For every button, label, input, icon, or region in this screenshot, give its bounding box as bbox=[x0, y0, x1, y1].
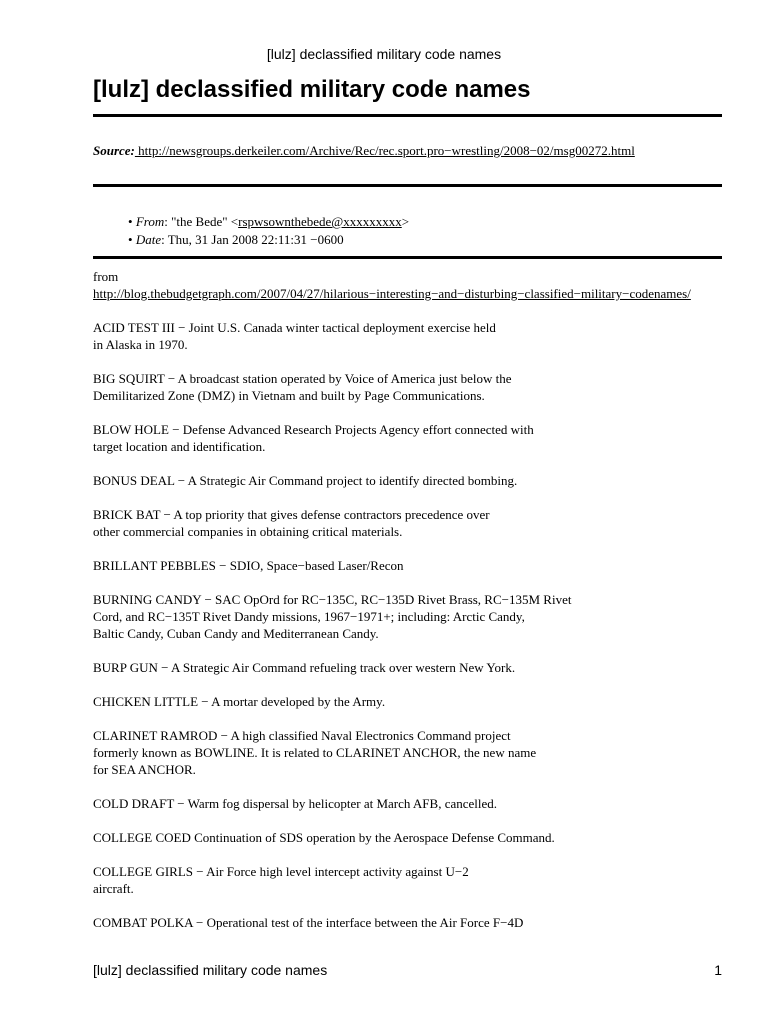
source-link[interactable]: http://newsgroups.derkeiler.com/Archive/Rec/rec.sport.pro−wrestling/2008−02/msg00272.html bbox=[134, 143, 635, 158]
from-email-link[interactable]: rspwsownthebede@xxxxxxxxx bbox=[238, 214, 402, 229]
code-name-entry: ACID TEST III − Joint U.S. Canada winter tactical deployment exercise held in Alaska in 1970. bbox=[93, 320, 496, 352]
meta-from-row: • From: "the Bede" <rspwsownthebede@xxxxxxxxx> bbox=[128, 214, 410, 229]
code-name-entry: BIG SQUIRT − A broadcast station operated by Voice of America just below the Demilitarized Zone (DMZ) in Vietnam and built by Page Communications. bbox=[93, 371, 512, 403]
code-name-entry: BLOW HOLE − Defense Advanced Research Projects Agency effort connected with target location and identification. bbox=[93, 422, 534, 454]
date-value: : Thu, 31 Jan 2008 22:11:31 −0600 bbox=[161, 232, 344, 247]
source-line bbox=[93, 143, 635, 159]
meta-date-row: • Date: Thu, 31 Jan 2008 22:11:31 −0600 bbox=[128, 232, 344, 247]
code-name-entry: BRILLANT PEBBLES − SDIO, Space−based Laser/Recon bbox=[93, 558, 404, 573]
code-name-entry: COLD DRAFT − Warm fog dispersal by helicopter at March AFB, cancelled. bbox=[93, 796, 498, 811]
source-label: Source: bbox=[93, 143, 135, 158]
code-name-entry: COLLEGE COED Continuation of SDS operation by the Aerospace Defense Command. bbox=[93, 830, 555, 845]
code-name-entry: BURNING CANDY − SAC OpOrd for RC−135C, RC−135D Rivet Brass, RC−135M Rivet Cord, and RC−135T Rivet Dandy missions, 1967−1971+; including: Arctic Candy, Baltic Candy, Cuban Candy and Mediterranean Candy. bbox=[93, 592, 572, 641]
intro-paragraph bbox=[93, 268, 753, 302]
intro-from: from bbox=[93, 269, 119, 284]
code-name-entry: CHICKEN LITTLE − A mortar developed by the Army. bbox=[93, 694, 386, 709]
from-close: > bbox=[401, 214, 410, 229]
message-body bbox=[93, 268, 753, 948]
footer-title: [lulz] declassified military code names bbox=[93, 962, 328, 978]
page-title: [lulz] declassified military code names bbox=[93, 76, 531, 103]
running-footer bbox=[93, 962, 722, 978]
code-name-entry: BURP GUN − A Strategic Air Command refueling track over western New York. bbox=[93, 660, 516, 675]
code-name-entry: BRICK BAT − A top priority that gives defense contractors precedence over other commercial companies in obtaining critical materials. bbox=[93, 507, 490, 539]
running-header: [lulz] declassified military code names bbox=[266, 46, 502, 62]
date-label: Date bbox=[135, 232, 162, 247]
page-number: 1 bbox=[714, 962, 722, 978]
source-divider bbox=[93, 184, 722, 187]
code-name-entry: COMBAT POLKA − Operational test of the interface between the Air Force F−4D bbox=[93, 915, 524, 930]
meta-divider bbox=[93, 256, 722, 259]
blog-link[interactable]: http://blog.thebudgetgraph.com/2007/04/27/hilarious−interesting−and−disturbing−classified−military−codenames/ bbox=[93, 286, 691, 301]
title-divider bbox=[93, 114, 722, 117]
from-value: : "the Bede" < bbox=[164, 214, 239, 229]
code-name-list bbox=[93, 319, 753, 931]
code-name-entry: CLARINET RAMROD − A high classified Naval Electronics Command project formerly known as BOWLINE. It is related to CLARINET ANCHOR, the new name for SEA ANCHOR. bbox=[93, 728, 537, 777]
code-name-entry: COLLEGE GIRLS − Air Force high level intercept activity against U−2 aircraft. bbox=[93, 864, 469, 896]
code-name-entry: BONUS DEAL − A Strategic Air Command project to identify directed bombing. bbox=[93, 473, 518, 488]
message-meta bbox=[128, 213, 409, 249]
from-label: From bbox=[135, 214, 165, 229]
